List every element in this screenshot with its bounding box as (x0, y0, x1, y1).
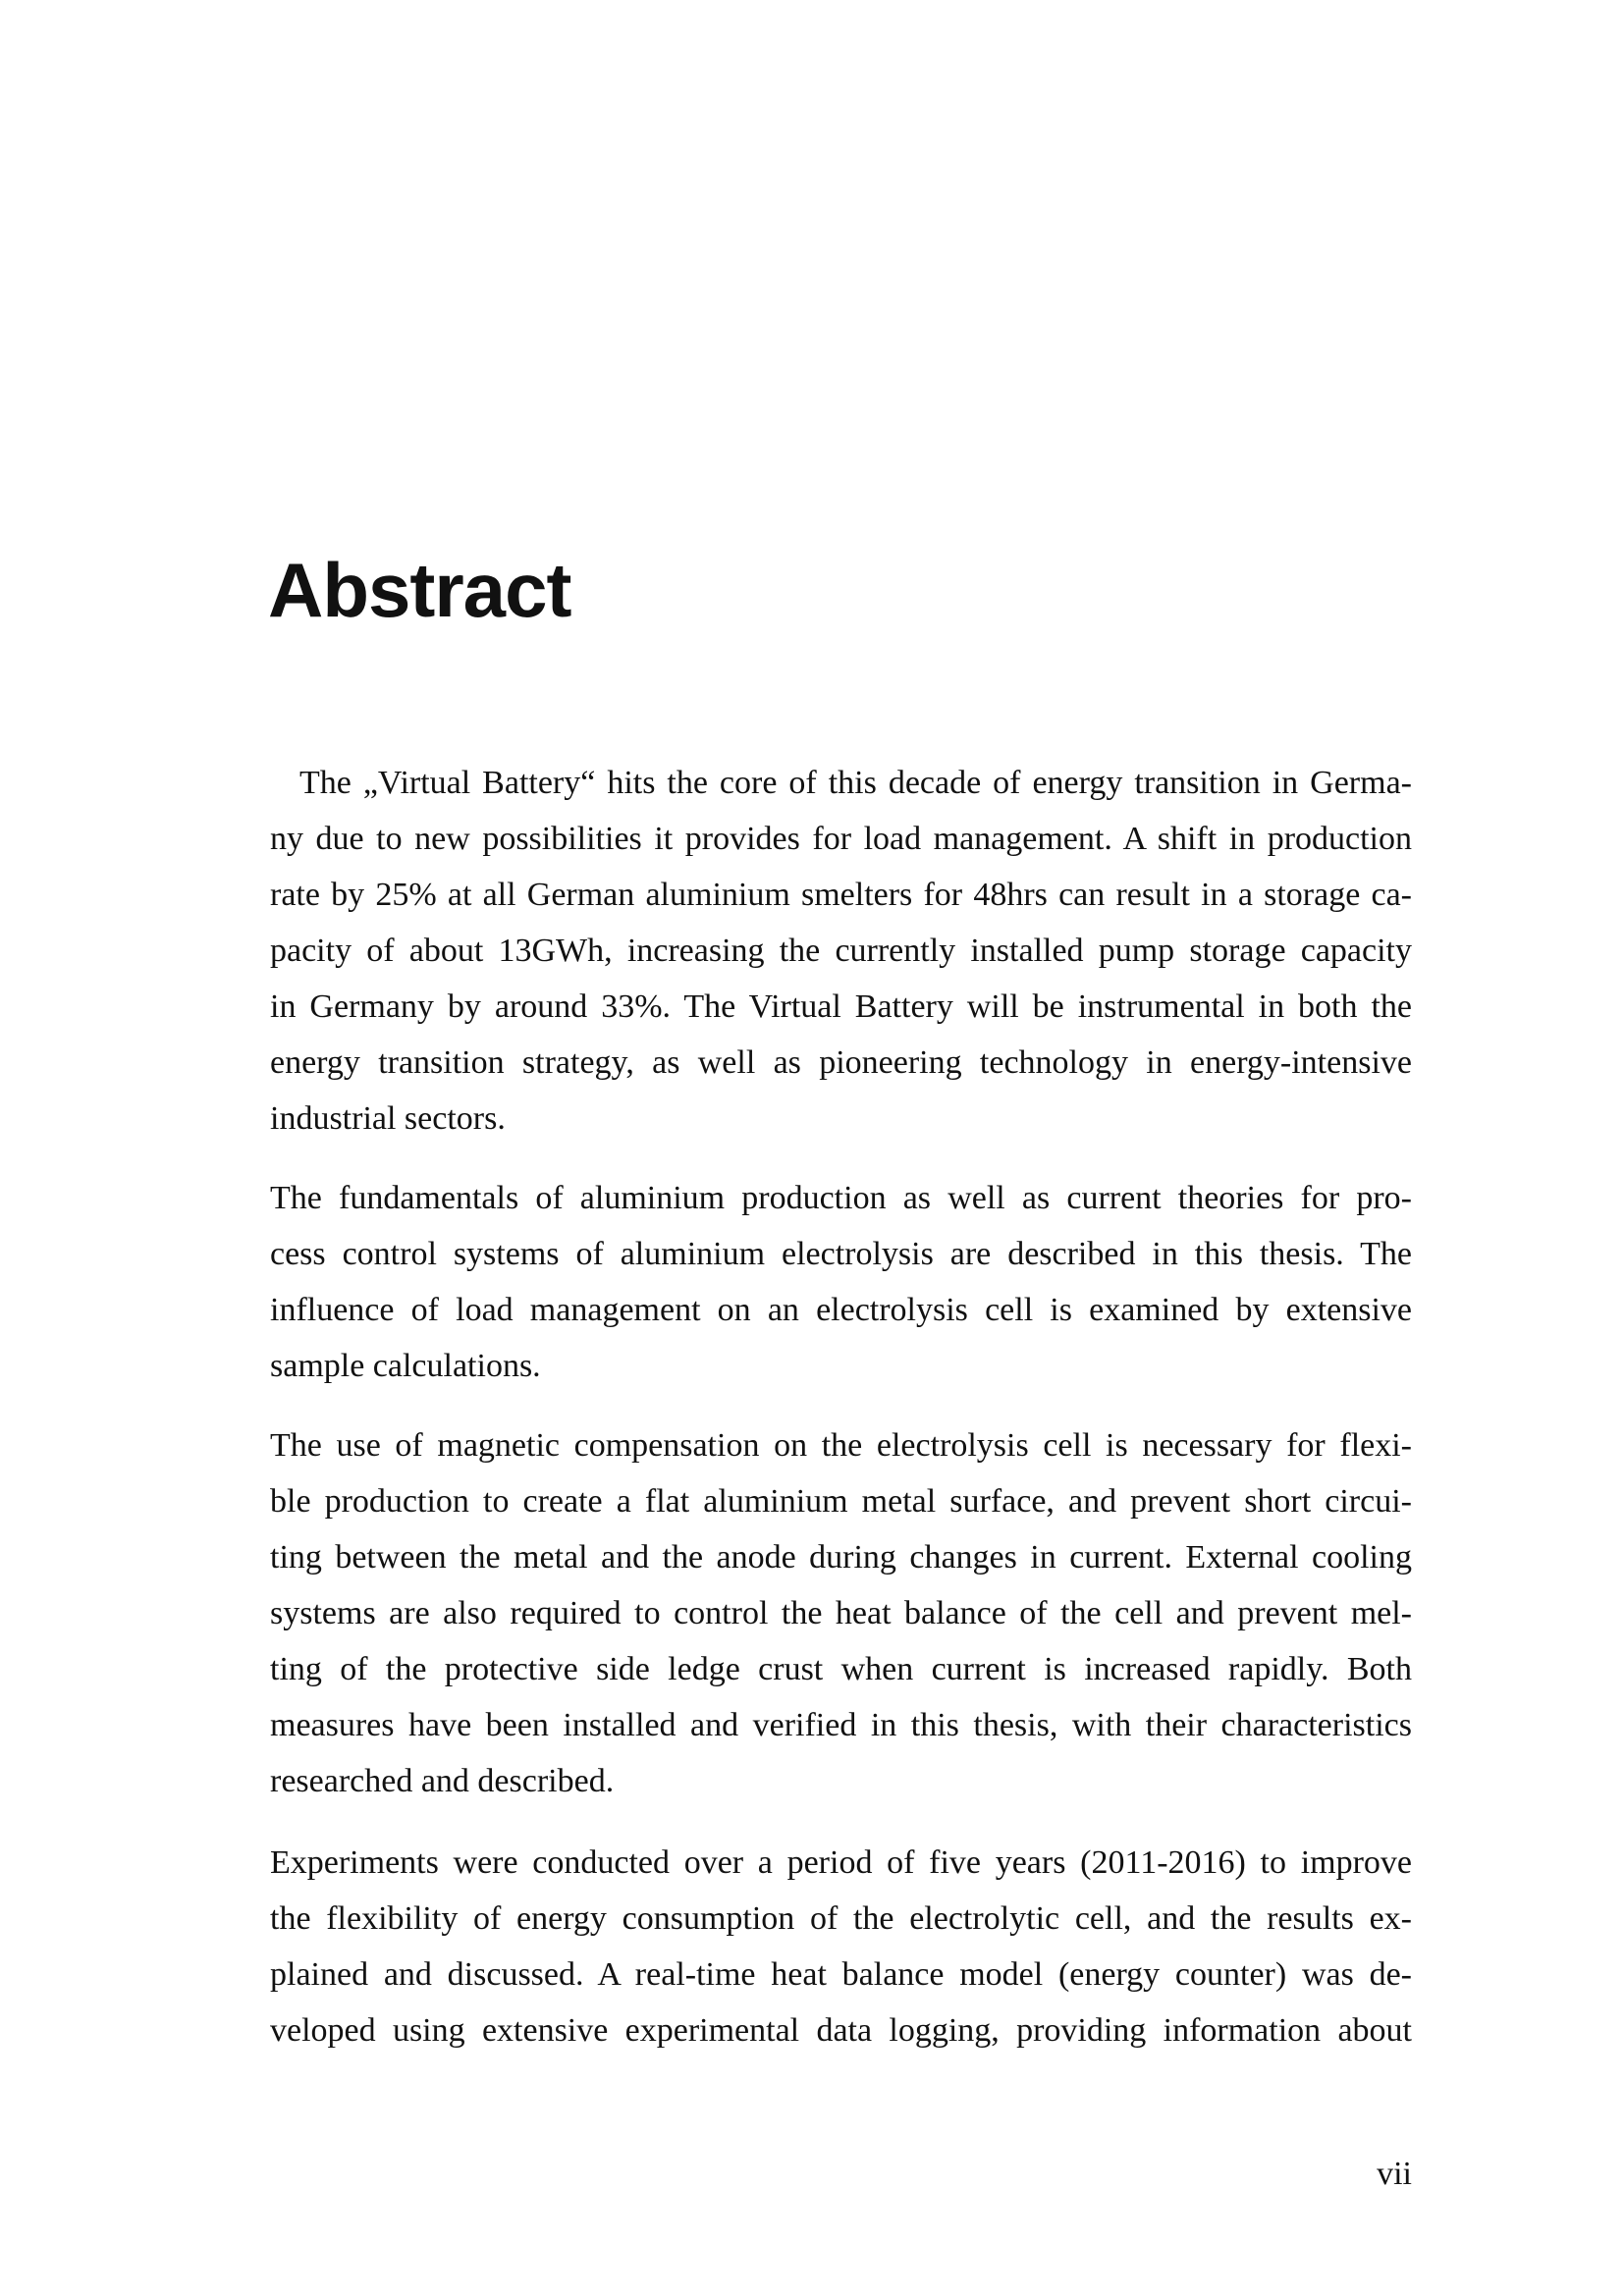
text-line: veloped using extensive experimental data logging, providing information about (270, 2012, 1412, 2049)
text-line: Experiments were conducted over a period of five years (2011-2016) to improve (270, 1844, 1412, 1881)
page-number: vii (1377, 2156, 1412, 2192)
abstract-paragraph-4 (270, 1835, 1412, 2058)
text-line: sample calculations. (270, 1348, 541, 1384)
text-line: industrial sectors. (270, 1100, 506, 1137)
text-line: ny due to new possibilities it provides for load management. A shift in production (270, 821, 1412, 857)
text-line: ting between the metal and the anode during changes in current. External cooling (270, 1539, 1412, 1575)
text-line: in Germany by around 33%. The Virtual Battery will be instrumental in both the (270, 988, 1412, 1025)
text-line: measures have been installed and verified in this thesis, with their characteristics (270, 1707, 1412, 1743)
abstract-paragraph-1 (270, 755, 1412, 1147)
text-line: The „Virtual Battery“ hits the core of this decade of energy transition in Germa- (299, 765, 1412, 801)
text-line: researched and described. (270, 1763, 615, 1799)
abstract-paragraph-2 (270, 1170, 1412, 1394)
text-line: systems are also required to control the heat balance of the cell and prevent mel- (270, 1595, 1412, 1631)
text-line: the flexibility of energy consumption of the electrolytic cell, and the results ex- (270, 1900, 1412, 1937)
page-title: Abstract (268, 547, 571, 633)
abstract-paragraph-3 (270, 1417, 1412, 1809)
text-line: The use of magnetic compensation on the electrolysis cell is necessary for flexi- (270, 1427, 1412, 1464)
text-line: rate by 25% at all German aluminium smelters for 48hrs can result in a storage ca- (270, 877, 1412, 913)
text-line: energy transition strategy, as well as pioneering technology in energy-intensive (270, 1044, 1412, 1081)
text-line: influence of load management on an electrolysis cell is examined by extensive (270, 1292, 1412, 1328)
text-line: cess control systems of aluminium electrolysis are described in this thesis. The (270, 1236, 1412, 1272)
text-line: pacity of about 13GWh, increasing the currently installed pump storage capacity (270, 933, 1412, 969)
text-line: The fundamentals of aluminium production as well as current theories for pro- (270, 1180, 1412, 1216)
text-line: ble production to create a flat aluminium metal surface, and prevent short circui- (270, 1483, 1412, 1520)
text-line: plained and discussed. A real-time heat balance model (energy counter) was de- (270, 1956, 1412, 1993)
text-line: ting of the protective side ledge crust when current is increased rapidly. Both (270, 1651, 1412, 1687)
